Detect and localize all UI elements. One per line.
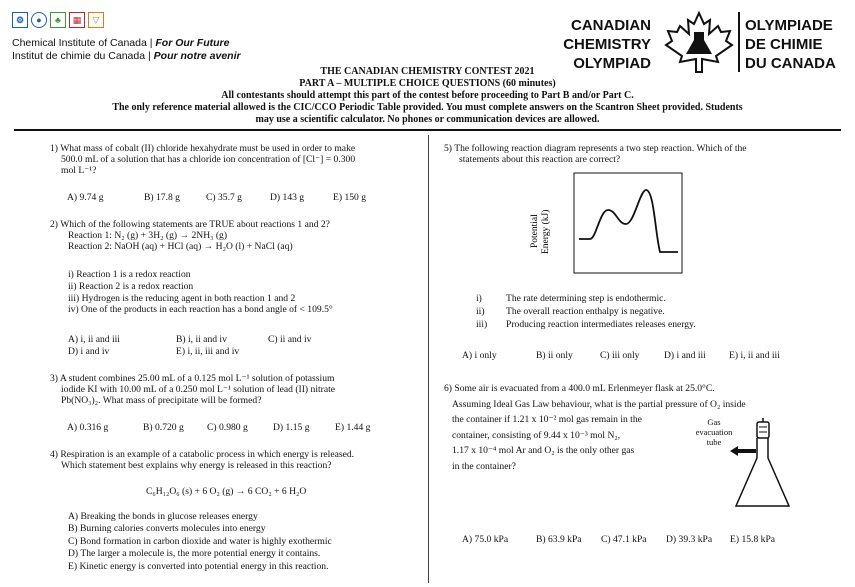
option-e[interactable]: E) 150 g xyxy=(333,192,367,203)
cic-logo-group xyxy=(12,12,104,28)
option-c[interactable]: C) 0.980 g xyxy=(207,422,248,433)
option-a[interactable]: A) 9.74 g xyxy=(67,192,104,203)
option-a[interactable]: A) i, ii and iii xyxy=(68,334,120,345)
evacuation-arrow-icon xyxy=(730,446,756,456)
question-4-options xyxy=(68,511,332,573)
brand-en: CANADIAN CHEMISTRY OLYMPIAD xyxy=(563,17,651,72)
option-c[interactable]: C) 47.1 kPa xyxy=(601,534,647,545)
cic-circle-logo-icon: ● xyxy=(31,12,47,28)
question-4-equation: C₆H₁₂O₆ (s) + 6 O₂ (g) → 6 CO₂ + 6 H₂O xyxy=(146,486,307,497)
flask-label: Gas evacuation tube xyxy=(695,417,733,447)
brand-divider xyxy=(738,12,740,72)
option-e[interactable]: E) i, ii and iii xyxy=(729,350,780,361)
flask-body xyxy=(736,438,789,506)
brand-fr: OLYMPIADE DE CHIMIE DU CANADA xyxy=(745,17,836,72)
energy-profile-curve xyxy=(579,190,678,252)
option-a[interactable]: A) i only xyxy=(462,350,497,361)
option-e[interactable]: E) i, ii, iii and iv xyxy=(176,346,240,357)
contest-title: THE CANADIAN CHEMISTRY CONTEST 2021 xyxy=(320,66,535,77)
diagram-ylabel-2: Energy (kJ) xyxy=(541,209,551,254)
question-6: 6) Some air is evacuated from a 400.0 mL Erlenmeyer flask at 25.0°C. Assuming Ideal Gas Law behaviour, what is the partial pressure of O₂ inside the container if 1.21 x 10⁻² mol gas remain in the container, consisting of 9.44 x 10⁻³ mol N₂, 1.17 x 10⁻⁴ mol Ar and O₂ is the only other gas in the container? xyxy=(444,383,746,472)
question-5: 5) The following reaction diagram represents a two step reaction. Which of the statements about this reaction are correct? xyxy=(444,143,747,165)
cic-blue-logo-icon: ⚙ xyxy=(12,12,28,28)
option-e[interactable]: E) Kinetic energy is converted into potential energy in this reaction. xyxy=(68,560,329,572)
cic-name-en: Chemical Institute of Canada | For Our Future xyxy=(12,37,230,49)
option-d[interactable]: D) The larger a molecule is, the more potential energy it contains. xyxy=(68,548,321,560)
reaction-energy-diagram xyxy=(526,172,686,276)
csc-green-logo-icon: ♣ xyxy=(50,12,66,28)
option-c[interactable]: C) 35.7 g xyxy=(206,192,242,203)
instruction-line-2: The only reference material allowed is the CIC/CCO Periodic Table provided. You must complete answers on the Scantron Sheet provided. Students xyxy=(112,102,743,113)
csce-red-logo-icon: ▦ xyxy=(69,12,85,28)
option-b[interactable]: B) 0.720 g xyxy=(143,422,184,433)
option-d[interactable]: D) 143 g xyxy=(270,192,305,203)
option-a[interactable]: A) 75.0 kPa xyxy=(462,534,509,545)
option-b[interactable]: B) 63.9 kPa xyxy=(536,534,582,545)
option-b[interactable]: B) ii only xyxy=(536,350,573,361)
option-c[interactable]: C) Bond formation in carbon dioxide and water is highly exothermic xyxy=(68,535,332,547)
part-title: PART A – MULTIPLE CHOICE QUESTIONS (60 minutes) xyxy=(299,78,556,89)
question-2-statements: i) Reaction 1 is a redox reaction ii) Reaction 2 is a redox reaction iii) Hydrogen is the reducing agent in both reaction 1 and 2 iv) One of the products in each reaction has a bond angle of < 109.5° xyxy=(68,269,333,316)
ctc-orange-logo-icon: ▽ xyxy=(88,12,104,28)
question-4: 4) Respiration is an example of a catabolic process in which energy is released. Which statement best explains why energy is released in this reaction? xyxy=(50,449,355,471)
option-b[interactable]: B) Burning calories converts molecules into energy xyxy=(68,523,266,535)
question-1: 1) What mass of cobalt (II) chloride hexahydrate must be used in order to make 500.0 mL of a solution that has a chloride ion concentration of [Cl⁻] = 0.300 mol L⁻¹? xyxy=(50,143,356,176)
question-2: 2) Which of the following statements are TRUE about reactions 1 and 2? Reaction 1: N₂ (g) + 3H₂ (g) → 2NH₃ (g) Reaction 2: NaOH (aq) + HCl (aq) → H₂O (l) + NaCl (aq) xyxy=(50,219,330,252)
cic-name-fr: Institut de chimie du Canada | Pour notre avenir xyxy=(12,50,241,62)
instruction-line-3: may use a scientific calculator. No phones or communication devices are allowed. xyxy=(255,114,600,125)
question-5-statements: i) The rate determining step is endothermic. ii) The overall reaction enthalpy is negative. iii) Producing reaction intermediates releases energy. xyxy=(476,293,696,330)
option-d[interactable]: D) i and iii xyxy=(664,350,706,361)
question-3: 3) A student combines 25.00 mL of a 0.125 mol L⁻¹ solution of potassium iodide KI with 10.00 mL of a 0.250 mol L⁻¹ solution of lead (II) nitrate Pb(NO₃)₂. What mass of precipitate will be formed? xyxy=(50,373,336,406)
option-d[interactable]: D) 1.15 g xyxy=(273,422,310,433)
option-b[interactable]: B) i, ii and iv xyxy=(176,334,227,345)
diagram-ylabel-1: Potential xyxy=(530,214,540,248)
header-rule xyxy=(14,129,841,131)
maple-leaf-flask-icon xyxy=(664,10,734,74)
flask-stopper xyxy=(757,422,769,438)
option-c[interactable]: C) iii only xyxy=(600,350,640,361)
erlenmeyer-flask-diagram xyxy=(722,418,792,512)
option-a[interactable]: A) Breaking the bonds in glucose releases energy xyxy=(68,511,258,522)
option-e[interactable]: E) 15.8 kPa xyxy=(730,534,776,545)
option-d[interactable]: D) 39.3 kPa xyxy=(666,534,713,545)
option-c[interactable]: C) ii and iv xyxy=(268,334,312,345)
option-a[interactable]: A) 0.316 g xyxy=(67,422,109,433)
option-e[interactable]: E) 1.44 g xyxy=(335,422,371,433)
option-d[interactable]: D) i and iv xyxy=(68,346,110,357)
option-b[interactable]: B) 17.8 g xyxy=(144,192,180,203)
column-divider xyxy=(428,135,429,583)
instruction-line-1: All contestants should attempt this part of the contest before proceeding to Part B and/or Part C. xyxy=(221,90,634,101)
